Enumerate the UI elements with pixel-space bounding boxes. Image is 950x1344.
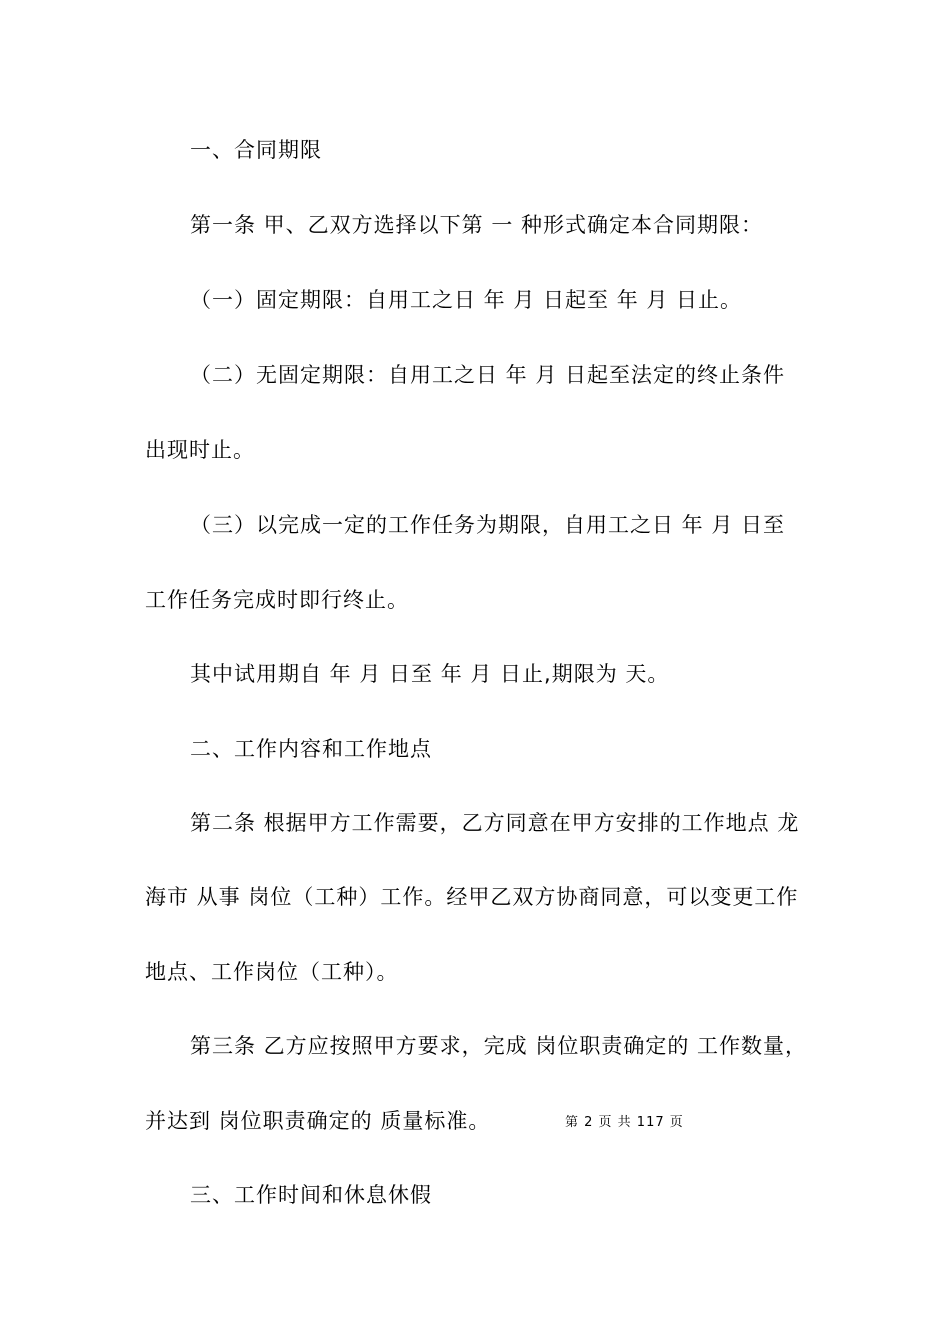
section-heading-work-content: 二、工作内容和工作地点 bbox=[190, 737, 432, 761]
article-2-text-cont-1: 海市 从事 岗位（工种）工作。经甲乙双方协商同意，可以变更工作 bbox=[145, 885, 799, 909]
probation-period-text: 其中试用期自 年 月 日至 年 月 日止,期限为 天。 bbox=[190, 662, 670, 686]
article-3-text-cont: 并达到 岗位职责确定的 质量标准。 bbox=[145, 1109, 491, 1133]
article-1-text: 第一条 甲、乙双方选择以下第 一 种形式确定本合同期限： bbox=[190, 213, 764, 237]
article-2-text-cont-2: 地点、工作岗位（工种）。 bbox=[145, 960, 399, 984]
term-option-fixed: （一）固定期限：自用工之日 年 月 日起至 年 月 日止。 bbox=[190, 288, 743, 312]
section-heading-contract-term: 一、合同期限 bbox=[190, 138, 322, 162]
article-2-text: 第二条 根据甲方工作需要，乙方同意在甲方安排的工作地点 龙 bbox=[190, 811, 800, 835]
term-option-task-based: （三）以完成一定的工作任务为期限，自用工之日 年 月 日至 bbox=[190, 513, 786, 537]
section-heading-working-hours: 三、工作时间和休息休假 bbox=[190, 1183, 432, 1207]
term-option-open-ended-cont: 出现时止。 bbox=[145, 438, 255, 462]
article-3-text: 第三条 乙方应按照甲方要求，完成 岗位职责确定的 工作数量， bbox=[190, 1034, 808, 1058]
page-number-footer: 第 2 页 共 117 页 bbox=[565, 1115, 684, 1130]
term-option-open-ended: （二）无固定期限：自用工之日 年 月 日起至法定的终止条件 bbox=[190, 363, 786, 387]
term-option-task-based-cont: 工作任务完成时即行终止。 bbox=[145, 588, 409, 612]
